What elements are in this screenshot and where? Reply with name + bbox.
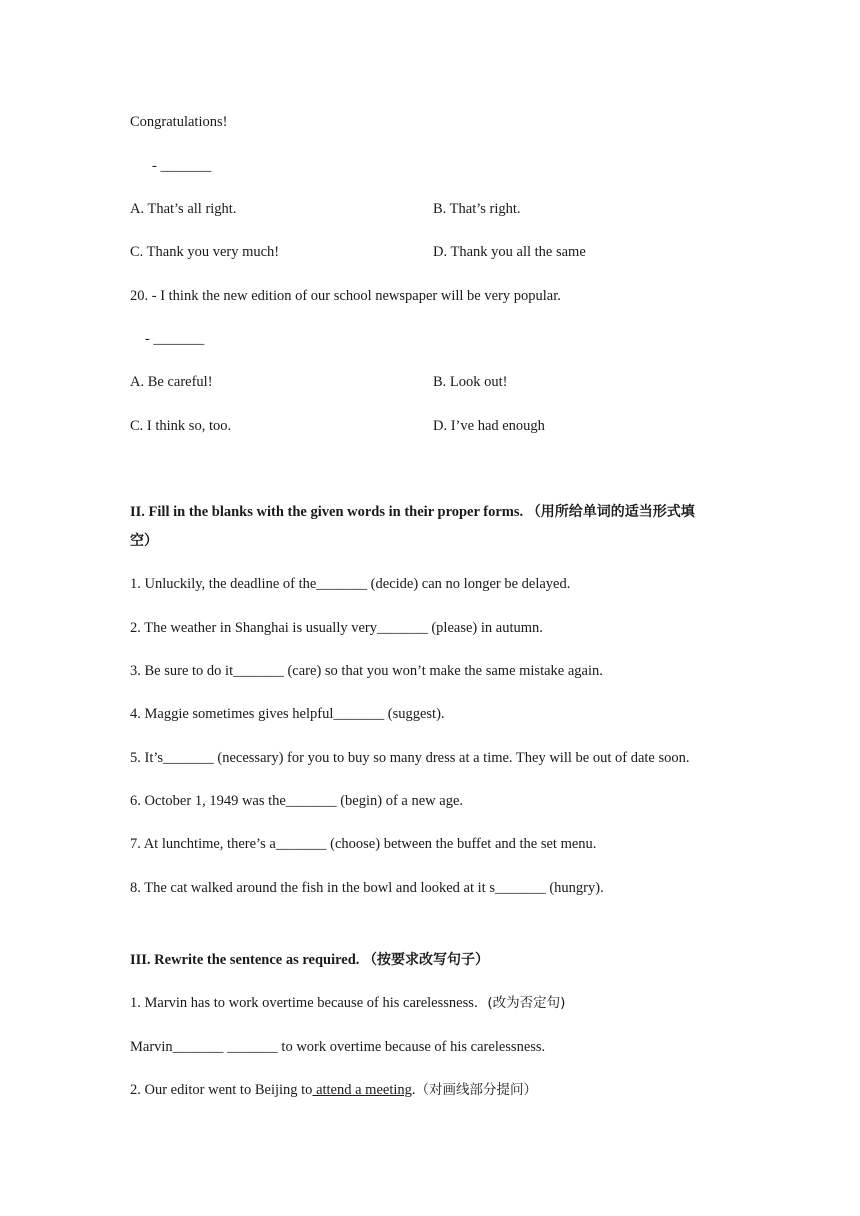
response-blank: - _______	[152, 158, 212, 174]
rewrite-item-instruction: ．(改为否定句)	[473, 995, 566, 1011]
fill-item: 3. Be sure to do it_______ (care) so that you won’t make the same mistake again.	[130, 663, 603, 679]
question-prompt: 20. - I think the new edition of our school newspaper will be very popular.	[130, 288, 561, 304]
section-heading-cn: （按要求改写句子）	[363, 952, 490, 968]
section-heading-en: III. Rewrite the sentence as required.	[130, 952, 360, 968]
rewrite-item-text: 1. Marvin has to work overtime because of his carelessness	[130, 995, 474, 1011]
section-heading-cont	[130, 531, 158, 551]
rewrite-item-2	[130, 1080, 537, 1100]
option-b: B. Look out!	[433, 374, 508, 390]
section-heading-cn: （用所给单词的适当形式填	[526, 504, 695, 520]
option-c: C. I think so, too.	[130, 418, 232, 434]
option-d: D. Thank you all the same	[433, 244, 586, 260]
option-a: A. Be careful!	[130, 374, 213, 390]
underlined-phrase: attend a meeting	[312, 1082, 412, 1098]
option-c: C. Thank you very much!	[130, 244, 280, 260]
option-b: B. That’s right.	[433, 201, 521, 217]
response-blank: - _______	[145, 331, 205, 347]
fill-item: 1. Unluckily, the deadline of the_______ (decide) can no longer be delayed.	[130, 576, 571, 592]
rewrite-item-instruction: （对画线部分提问）	[415, 1082, 538, 1098]
rewrite-item-text-end: .	[411, 1082, 416, 1098]
fill-item: 6. October 1, 1949 was the_______ (begin) of a new age.	[130, 793, 464, 809]
section-heading	[130, 950, 489, 970]
option-d: D. I’ve had enough	[433, 418, 545, 434]
fill-item: 8. The cat walked around the fish in the bowl and looked at it s_______ (hungry).	[130, 880, 604, 896]
question-prompt: Congratulations!	[130, 114, 228, 130]
section-heading	[130, 502, 695, 522]
rewrite-item-1	[130, 993, 565, 1013]
option-a: A. That’s all right.	[130, 201, 237, 217]
rewrite-answer-1: Marvin_______ _______ to work overtime because of his carelessness.	[130, 1039, 546, 1055]
section-heading-cn-cont: 空）	[130, 533, 158, 549]
fill-item: 7. At lunchtime, there’s a_______ (choose) between the buffet and the set menu.	[130, 836, 597, 852]
section-heading-en: II. Fill in the blanks with the given words in their proper forms.	[130, 504, 524, 520]
fill-item: 2. The weather in Shanghai is usually very_______ (please) in autumn.	[130, 620, 543, 636]
fill-item: 4. Maggie sometimes gives helpful_______ (suggest).	[130, 706, 445, 722]
fill-item: 5. It’s_______ (necessary) for you to buy so many dress at a time. They will be out of date soon.	[130, 750, 690, 766]
rewrite-item-text: 2. Our editor went to Beijing to	[130, 1082, 313, 1098]
